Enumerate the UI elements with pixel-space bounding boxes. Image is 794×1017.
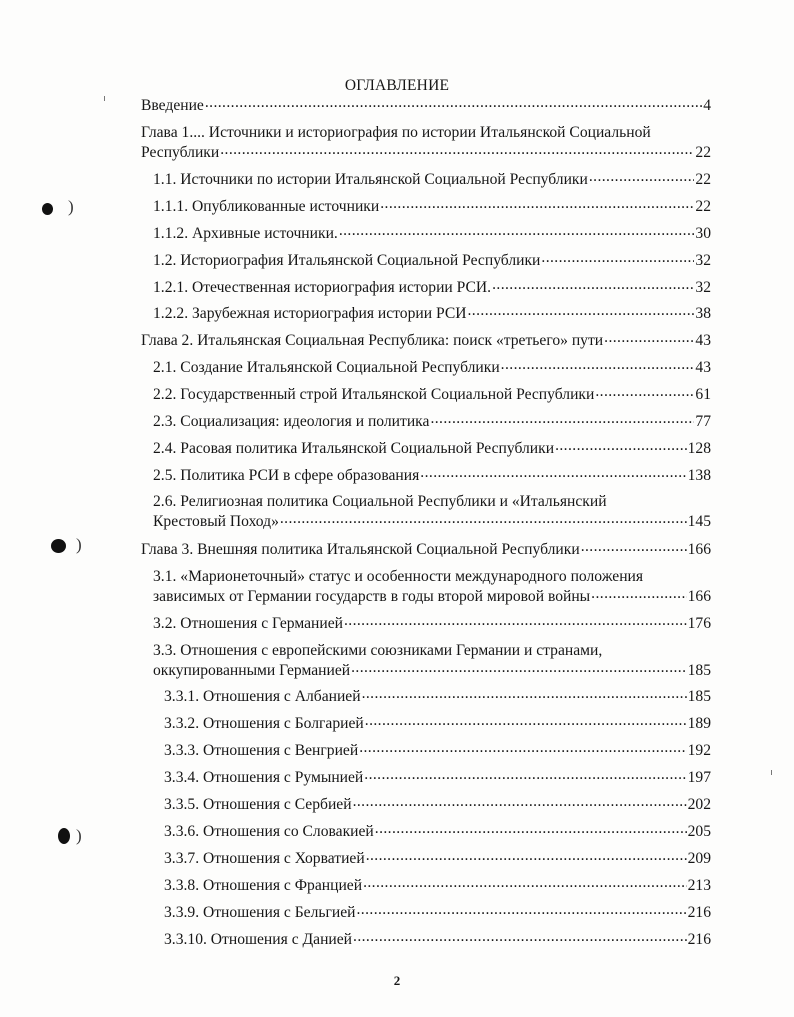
toc-entry-title: 1.1.2. Архивные источники. [153, 225, 338, 242]
dot-leader [581, 540, 687, 554]
toc-entry-title-line1: Глава 1.... Источники и историография по истории Итальянской Социальной [141, 124, 651, 141]
toc-entry-page: 192 [687, 742, 711, 759]
toc-entry-3-3-7[interactable] [164, 849, 711, 869]
dot-leader [357, 903, 687, 917]
toc-entry-page: 166 [687, 588, 711, 605]
toc-entry-3-2[interactable] [153, 614, 711, 634]
toc-entry-title: 1.1.1. Опубликованные источники [153, 198, 380, 215]
toc-entry-page: 61 [695, 386, 711, 403]
toc-entry-2-1[interactable] [153, 358, 711, 378]
dot-leader [205, 96, 702, 110]
toc-entry-1-2-1[interactable] [153, 278, 711, 298]
toc-entry-page: 128 [687, 440, 711, 457]
toc-entry-title: 3.3.7. Отношения с Хорватией [164, 850, 365, 867]
toc-entry-page: 77 [695, 413, 711, 430]
dot-leader [468, 304, 695, 318]
toc-entry-title: 2.1. Создание Итальянской Социальной Республики [153, 359, 500, 376]
toc-entry-title: 1.2. Историография Итальянской Социальной Республики [153, 252, 541, 269]
dot-leader [420, 466, 686, 480]
dot-leader [359, 741, 686, 755]
toc-entry-page: 138 [687, 467, 711, 484]
toc-entry-3-3-6[interactable] [164, 822, 711, 842]
binder-hole-mark [51, 539, 66, 553]
dot-leader [363, 876, 687, 890]
toc-entry-title: Введение [141, 97, 204, 114]
toc-entry-title: 3.3.6. Отношения со Словакией [164, 823, 374, 840]
toc-entry-3-3-5[interactable] [164, 795, 711, 815]
toc-entry-title: 3.3.5. Отношения с Сербией [164, 796, 352, 813]
dot-leader [555, 439, 687, 453]
toc-entry-1-1-2[interactable] [153, 224, 711, 244]
toc-entry-1-1[interactable] [153, 170, 711, 190]
toc-entry-page: 22 [695, 198, 711, 215]
toc-entry-page: 185 [687, 688, 711, 705]
toc-entry-page: 209 [687, 850, 711, 867]
toc-entry-page: 205 [687, 823, 711, 840]
toc-entry-title: 3.3.1. Отношения с Албанией [164, 688, 361, 705]
dot-leader [353, 930, 687, 944]
toc-entry-page: 30 [695, 225, 711, 242]
dot-leader [604, 331, 694, 345]
dot-leader [541, 251, 694, 265]
toc-entry-title: 3.3.2. Отношения с Болгарией [164, 715, 364, 732]
toc-entry-page: 22 [695, 144, 711, 161]
toc-entry-page: 216 [687, 931, 711, 948]
toc-entry-3-3-9[interactable] [164, 903, 711, 923]
dot-leader [344, 614, 687, 628]
toc-entry-title: 2.3. Социализация: идеология и политика [153, 413, 430, 430]
toc-entry-chapter-3[interactable] [141, 540, 711, 560]
toc-entry-page: 189 [687, 715, 711, 732]
toc-entry-page: 43 [695, 332, 711, 349]
dot-leader [362, 687, 687, 701]
dot-leader [380, 197, 694, 211]
page-title: ОГЛАВЛЕНИЕ [344, 77, 450, 94]
toc-entry-3-3-3[interactable] [164, 741, 711, 761]
toc-entry-3-3-2[interactable] [164, 714, 711, 734]
scan-speck [104, 96, 105, 101]
toc-entry-3-3-1[interactable] [164, 687, 711, 707]
binder-hole-paren: ) [76, 826, 82, 845]
toc-entry-3-3-8[interactable] [164, 876, 711, 896]
toc-entry-title-line1: 2.6. Религиозная политика Социальной Республики и «Итальянский [153, 493, 607, 510]
dot-leader [339, 224, 695, 238]
dot-leader [501, 358, 695, 372]
dot-leader [492, 278, 694, 292]
binder-hole-mark [42, 203, 53, 215]
toc-entry-page: 145 [687, 513, 711, 530]
toc-entry-2-5[interactable] [153, 466, 711, 486]
toc-entry-title: 3.3.10. Отношения с Данией [164, 931, 353, 948]
toc-entry-3-3-4[interactable] [164, 768, 711, 788]
dot-leader [220, 143, 694, 157]
scan-speck [771, 770, 772, 775]
toc-entry-page: 4 [703, 97, 711, 114]
toc-entry-page: 176 [687, 615, 711, 632]
toc-entry-3-1[interactable] [153, 567, 711, 607]
toc-entry-2-4[interactable] [153, 439, 711, 459]
toc-entry-page: 32 [695, 252, 711, 269]
binder-hole-paren: ) [76, 535, 82, 554]
toc-entry-title: 1.2.1. Отечественная историография истории РСИ. [153, 279, 492, 296]
toc-entry-page: 166 [687, 541, 711, 558]
toc-entry-1-1-1[interactable] [153, 197, 711, 217]
dot-leader [280, 512, 687, 526]
toc-entry-2-2[interactable] [153, 385, 711, 405]
binder-hole-mark [58, 828, 70, 844]
toc-entry-title: 3.3.3. Отношения с Венгрией [164, 742, 359, 759]
toc-entry-chapter-2[interactable] [141, 331, 711, 351]
toc-entry-title-line1: 3.1. «Марионеточный» статус и особенности международного положения [153, 568, 644, 585]
dot-leader [589, 170, 695, 184]
dot-leader [353, 795, 687, 809]
dot-leader [364, 768, 686, 782]
toc-entry-introduction[interactable] [141, 96, 711, 116]
dot-leader [375, 822, 687, 836]
toc-entry-title: 2.2. Государственный строй Итальянской Социальной Республики [153, 386, 595, 403]
toc-entry-title: 1.1. Источники по истории Итальянской Социальной Республики [153, 171, 588, 188]
toc-entry-1-2[interactable] [153, 251, 711, 271]
dot-leader [591, 587, 686, 601]
toc-entry-chapter-1[interactable] [141, 123, 711, 163]
toc-entry-title: 3.3.9. Отношения с Бельгией [164, 904, 356, 921]
toc-entry-2-3[interactable] [153, 412, 711, 432]
toc-entry-page: 185 [687, 662, 711, 679]
toc-entry-2-6[interactable] [153, 492, 711, 532]
toc-entry-1-2-2[interactable] [153, 304, 711, 324]
dot-leader [365, 714, 687, 728]
toc-entry-title: 2.5. Политика РСИ в сфере образования [153, 467, 420, 484]
dot-leader [595, 385, 694, 399]
dot-leader [366, 849, 687, 863]
dot-leader [430, 412, 694, 426]
toc-entry-title: 3.3.4. Отношения с Румынией [164, 769, 364, 786]
toc-entry-title-line2: Республики [141, 144, 220, 161]
toc-entry-title: Глава 3. Внешняя политика Итальянской Социальной Республики [141, 541, 580, 558]
toc-entry-page: 38 [695, 305, 711, 322]
dot-leader [351, 661, 686, 675]
toc-entry-title: 3.3.8. Отношения с Францией [164, 877, 363, 894]
toc-entry-3-3-10[interactable] [164, 930, 711, 950]
toc-entry-page: 22 [695, 171, 711, 188]
toc-entry-title: 3.2. Отношения с Германией [153, 615, 343, 632]
binder-hole-paren: ) [68, 197, 74, 216]
toc-entry-title-line1: 3.3. Отношения с европейскими союзниками Германии и странами, [153, 642, 603, 659]
toc-entry-title-line2: оккупированными Германией [153, 662, 351, 679]
toc-entry-page: 32 [695, 279, 711, 296]
toc-entry-page: 197 [687, 769, 711, 786]
page-number: 2 [393, 973, 401, 988]
toc-entry-title: 2.4. Расовая политика Итальянской Социальной Республики [153, 440, 555, 457]
toc-entry-page: 43 [695, 359, 711, 376]
toc-entry-page: 202 [687, 796, 711, 813]
toc-entry-title: Глава 2. Итальянская Социальная Республика: поиск «третьего» пути [141, 332, 604, 349]
toc-entry-title-line2: Крестовый Поход» [153, 513, 279, 530]
toc-entry-3-3[interactable] [153, 641, 711, 681]
toc-entry-title-line2: зависимых от Германии государств в годы второй мировой войны [153, 588, 591, 605]
toc-entry-title: 1.2.2. Зарубежная историография истории РСИ [153, 305, 467, 322]
toc-entry-page: 213 [687, 877, 711, 894]
toc-entry-page: 216 [687, 904, 711, 921]
